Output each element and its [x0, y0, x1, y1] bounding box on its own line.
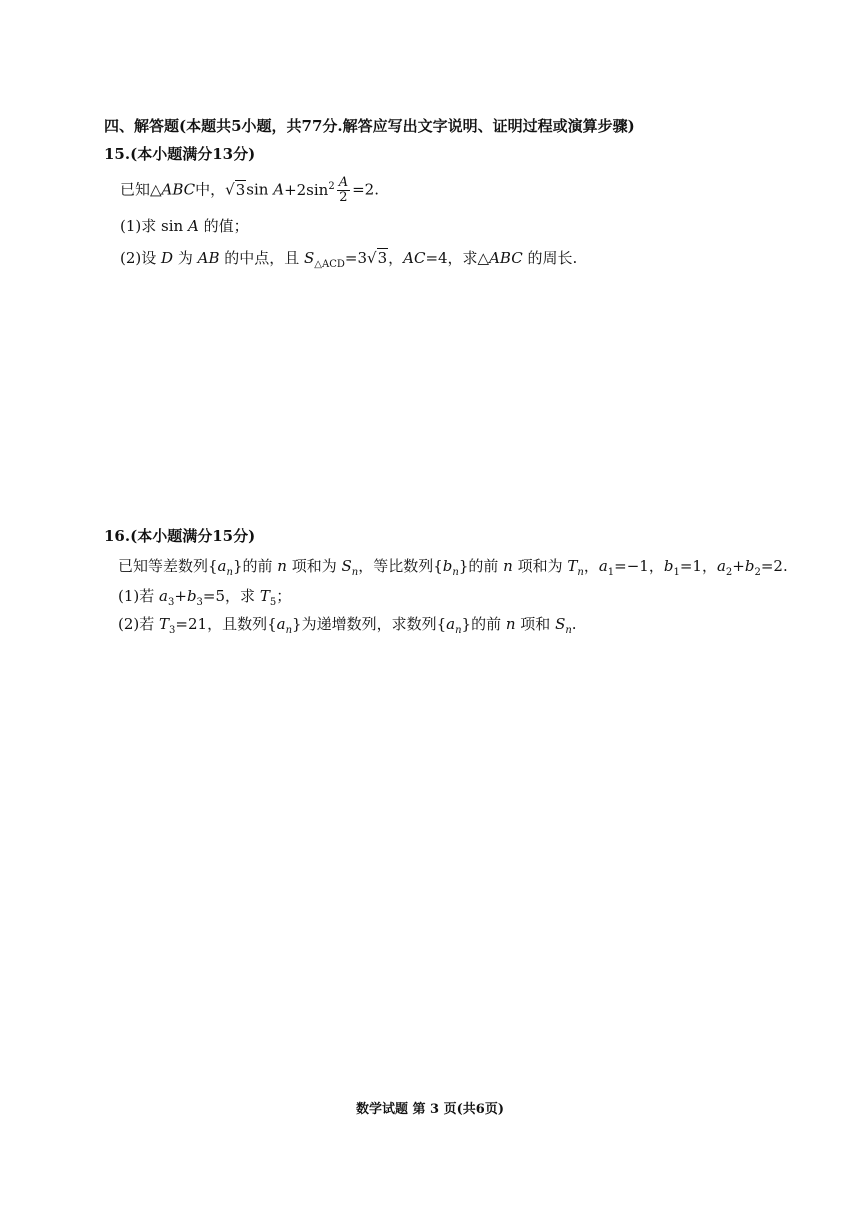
section-heading: 四、解答题(本题共5小题，共77分.解答应写出文字说明、证明过程或演算步骤) [104, 117, 635, 135]
q16-part2: (2)若 $T_3=21$，且数列$\{a_n\}$为递增数列，求数列$\{a_n\}$的前 n 项和 $S_n$. [118, 615, 577, 636]
q15-part2: (2)设 D 为 AB 的中点，且 $S_{\triangle ACD}=3√3$，AC=4，求△ABC 的周长. [120, 249, 578, 270]
q15-stem: 已知△ABC中，√3sin $A+2\sin^2$ $\frac{A}{2}$ =2. [120, 175, 379, 205]
page-footer: 数学试题 第 3 页(共6页) [356, 1102, 504, 1117]
q15-part1: (1)求 sin A 的值； [120, 217, 249, 235]
q16-part1: (1)若 $a_3+b_3=5$，求 $T_5$； [118, 587, 292, 608]
q15-header: 15.(本小题满分13分) [104, 145, 256, 163]
q16-header: 16.(本小题满分15分) [104, 527, 256, 545]
q16-stem: 已知等差数列$\{a_n\}$的前 n 项和为 $S_n$，等比数列$\{b_n\}$的前 n 项和为 $T_n$，$a_1=-1$，$b_1=1$，$a_2+b_2=2$. [118, 557, 788, 578]
